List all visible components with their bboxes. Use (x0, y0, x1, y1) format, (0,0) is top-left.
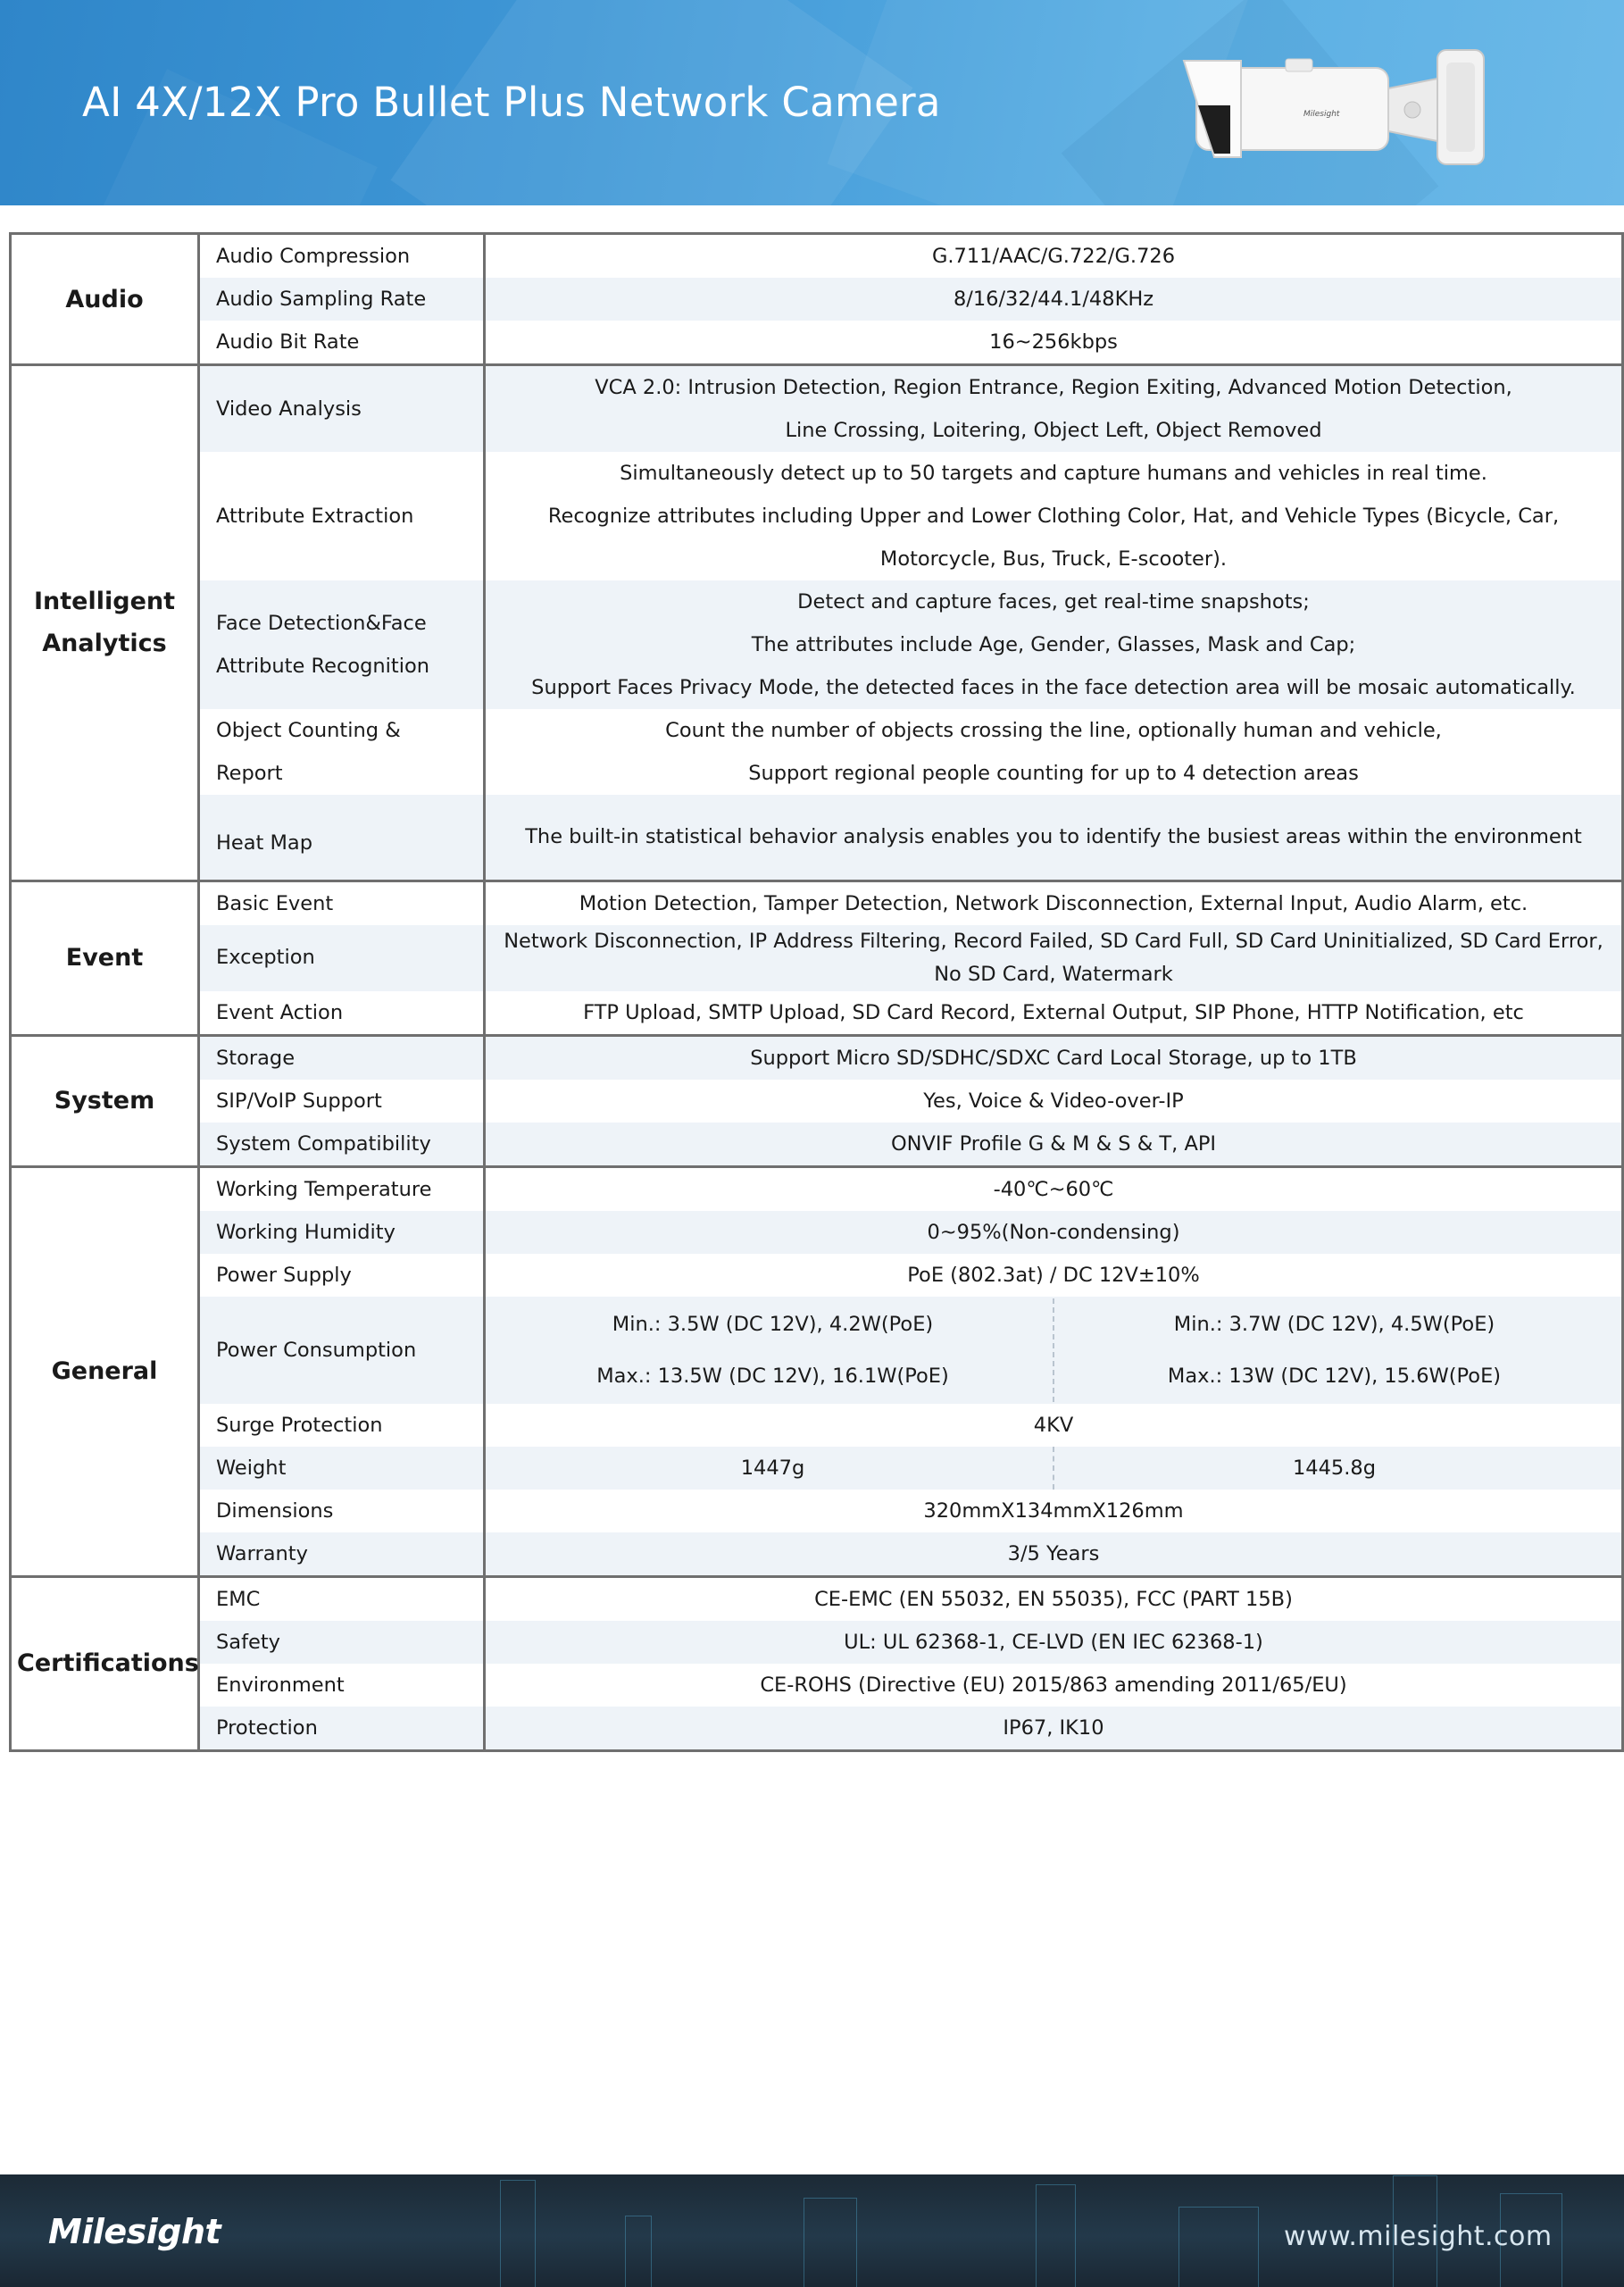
spec-row (11, 278, 1623, 321)
spec-param-label: Weight (199, 1447, 485, 1490)
spec-value: UL: UL 62368-1, CE-LVD (EN IEC 62368-1) (485, 1621, 1623, 1664)
spec-row (11, 1404, 1623, 1447)
page-title: AI 4X/12X Pro Bullet Plus Network Camera (82, 79, 941, 126)
spec-row (11, 234, 1623, 279)
spec-param-label: Audio Bit Rate (199, 321, 485, 365)
spec-value: 16~256kbps (485, 321, 1623, 365)
spec-value-line: Support regional people counting for up to 4 detection areas (748, 762, 1359, 785)
spec-value: FTP Upload, SMTP Upload, SD Card Record, External Output, SIP Phone, HTTP Notification, etc (485, 991, 1623, 1036)
spec-param-label: SIP/VoIP Support (199, 1080, 485, 1123)
spec-value-line: Detect and capture faces, get real-time snapshots; (797, 590, 1310, 613)
spec-param-label: Storage (199, 1035, 485, 1080)
spec-category: Certifications (11, 1576, 199, 1750)
brand-logo: Milesight (48, 2212, 221, 2251)
spec-value-split (493, 1447, 1614, 1490)
spec-value-line: VCA 2.0: Intrusion Detection, Region Entrance, Region Exiting, Advanced Motion Detection, (595, 376, 1512, 399)
spec-param-label: Surge Protection (199, 1404, 485, 1447)
spec-param-label: Heat Map (199, 795, 485, 881)
spec-value: 0~95%(Non-condensing) (485, 1211, 1623, 1254)
spec-value (485, 580, 1623, 709)
spec-value (485, 925, 1623, 991)
header-banner (0, 0, 1624, 205)
spec-row (11, 1080, 1623, 1123)
spec-value: Yes, Voice & Video-over-IP (485, 1080, 1623, 1123)
spec-row (11, 1123, 1623, 1167)
spec-value-variant (1053, 1447, 1614, 1490)
spec-param-label: Video Analysis (199, 365, 485, 453)
spec-param-label: Dimensions (199, 1490, 485, 1532)
spec-value: -40℃~60℃ (485, 1166, 1623, 1211)
spec-row (11, 1447, 1623, 1490)
spec-value: PoE (802.3at) / DC 12V±10% (485, 1254, 1623, 1297)
spec-row (11, 365, 1623, 453)
footer-decor (1178, 2207, 1259, 2287)
website-link[interactable]: www.milesight.com (1284, 2221, 1553, 2252)
spec-value-line: Count the number of objects crossing the line, optionally human and vehicle, (665, 719, 1442, 742)
spec-value-variant (493, 1447, 1053, 1490)
spec-value-line: Motorcycle, Bus, Truck, E-scooter). (879, 547, 1228, 571)
footer-decor (1036, 2184, 1076, 2287)
footer-decor (500, 2180, 536, 2287)
footer-decor (625, 2216, 652, 2287)
spec-param-label: Power Supply (199, 1254, 485, 1297)
spec-row (11, 1035, 1623, 1080)
spec-value-line: Line Crossing, Loitering, Object Left, Object Removed (785, 419, 1322, 442)
spec-param-label: Attribute Extraction (199, 452, 485, 580)
spec-param-label: Power Consumption (199, 1297, 485, 1404)
spec-param-label: System Compatibility (199, 1123, 485, 1167)
spec-value: 3/5 Years (485, 1532, 1623, 1577)
spec-value-line: The attributes include Age, Gender, Glasses, Mask and Cap; (751, 633, 1356, 656)
spec-param-label: Safety (199, 1621, 485, 1664)
spec-value (485, 709, 1623, 795)
spec-value: Support Micro SD/SDHC/SDXC Card Local Storage, up to 1TB (485, 1035, 1623, 1080)
spec-row (11, 452, 1623, 580)
spec-param-label: Working Humidity (199, 1211, 485, 1254)
spec-table (9, 232, 1624, 1752)
spec-value: 8/16/32/44.1/48KHz (485, 278, 1623, 321)
spec-param-label: Protection (199, 1707, 485, 1751)
spec-row (11, 580, 1623, 709)
spec-value (485, 365, 1623, 453)
spec-param-line: Face Detection&Face Attribute Recognition (216, 612, 429, 678)
spec-row (11, 881, 1623, 925)
spec-value-line: Min.: 3.7W (DC 12V), 4.5W(PoE) (1173, 1312, 1495, 1336)
spec-category: System (11, 1035, 199, 1166)
spec-value (485, 1447, 1623, 1490)
footer-decor (804, 2198, 857, 2287)
spec-row (11, 925, 1623, 991)
spec-row (11, 1664, 1623, 1707)
spec-value-line: No SD Card, Watermark (934, 962, 1173, 986)
spec-param-label: EMC (199, 1576, 485, 1621)
spec-param-label: Working Temperature (199, 1166, 485, 1211)
spec-value-line: Support Faces Privacy Mode, the detected faces in the face detection area will be mosaic automatically. (531, 676, 1576, 699)
spec-value-line: Network Disconnection, IP Address Filtering, Record Failed, SD Card Full, SD Card Uninitialized, SD Card Error, (504, 929, 1603, 953)
spec-value-line: Recognize attributes including Upper and Lower Clothing Color, Hat, and Vehicle Types (Bicycle, Car, (547, 505, 1560, 528)
spec-param-label: Audio Sampling Rate (199, 278, 485, 321)
spec-row (11, 1211, 1623, 1254)
spec-row (11, 1621, 1623, 1664)
spec-value: CE-EMC (EN 55032, EN 55035), FCC (PART 15B) (485, 1576, 1623, 1621)
spec-row (11, 991, 1623, 1036)
spec-value-split (493, 1298, 1614, 1402)
spec-value-line: Min.: 3.5W (DC 12V), 4.2W(PoE) (612, 1312, 934, 1336)
spec-param-label: Exception (199, 925, 485, 991)
spec-row (11, 795, 1623, 881)
spec-value-line: 1445.8g (1292, 1456, 1376, 1480)
spec-value: Motion Detection, Tamper Detection, Network Disconnection, External Input, Audio Alarm, etc. (485, 881, 1623, 925)
spec-value: The built-in statistical behavior analysis enables you to identify the busiest areas within the environment (485, 795, 1623, 881)
spec-value (485, 452, 1623, 580)
spec-category: Intelligent Analytics (11, 365, 199, 881)
spec-param-label: Warranty (199, 1532, 485, 1577)
spec-value: ONVIF Profile G & M & S & T, API (485, 1123, 1623, 1167)
spec-row (11, 321, 1623, 365)
spec-row (11, 1707, 1623, 1751)
footer-banner (0, 2174, 1624, 2287)
spec-row (11, 1532, 1623, 1577)
spec-value: 320mmX134mmX126mm (485, 1490, 1623, 1532)
spec-param-label: Basic Event (199, 881, 485, 925)
spec-category: Audio (11, 234, 199, 365)
camera-brand-label: Milesight (1303, 110, 1340, 119)
spec-value-line: Simultaneously detect up to 50 targets and capture humans and vehicles in real time. (620, 462, 1487, 485)
spec-category: General (11, 1166, 199, 1576)
spec-value (485, 1297, 1623, 1404)
spec-param-label: Audio Compression (199, 234, 485, 279)
spec-param-label: Environment (199, 1664, 485, 1707)
spec-param-label: Event Action (199, 991, 485, 1036)
spec-value-variant (493, 1298, 1053, 1402)
spec-value-variant (1053, 1298, 1614, 1402)
spec-value: 4KV (485, 1404, 1623, 1447)
spec-value: CE-ROHS (Directive (EU) 2015/863 amending 2011/65/EU) (485, 1664, 1623, 1707)
spec-row (11, 1297, 1623, 1404)
spec-row (11, 1254, 1623, 1297)
spec-table-container (9, 232, 1621, 1752)
spec-row (11, 1576, 1623, 1621)
spec-category: Event (11, 881, 199, 1035)
spec-value: G.711/AAC/G.722/G.726 (485, 234, 1623, 279)
camera-product-image (1178, 43, 1509, 177)
spec-value-line: Max.: 13W (DC 12V), 15.6W(PoE) (1167, 1364, 1502, 1388)
spec-row (11, 1490, 1623, 1532)
spec-row (11, 1166, 1623, 1211)
spec-value: IP67, IK10 (485, 1707, 1623, 1751)
spec-value-line: Max.: 13.5W (DC 12V), 16.1W(PoE) (596, 1364, 949, 1388)
spec-param-label (199, 580, 485, 709)
spec-row (11, 709, 1623, 795)
spec-param-label: Object Counting & Report (199, 709, 485, 795)
spec-value-line: 1447g (740, 1456, 805, 1480)
